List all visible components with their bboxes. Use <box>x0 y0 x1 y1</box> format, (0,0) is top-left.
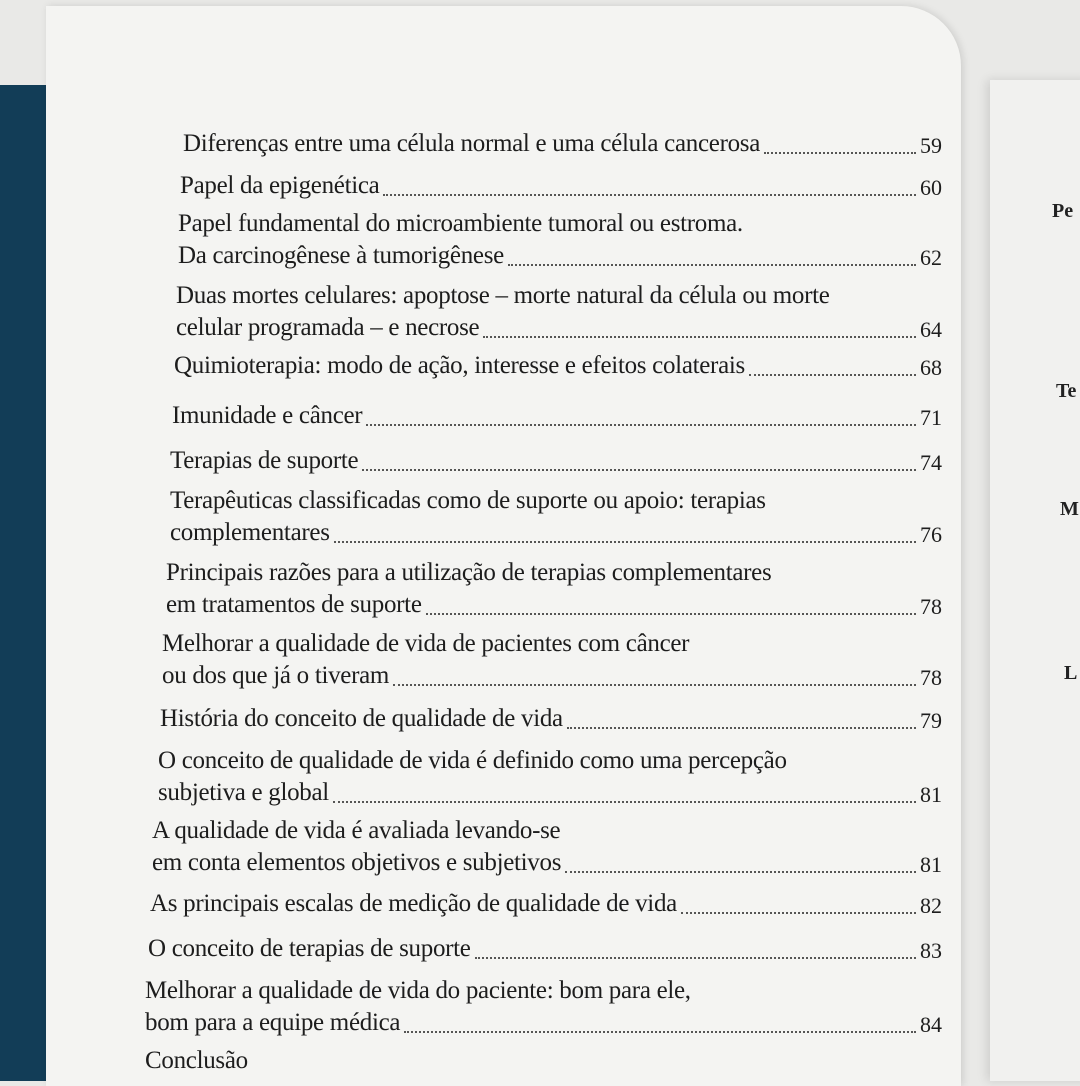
toc-entry <box>170 485 766 549</box>
toc-entry <box>148 933 471 965</box>
toc-page-number: 68 <box>920 355 942 380</box>
toc-entry <box>145 1045 248 1077</box>
toc-page-number: 62 <box>920 245 942 270</box>
dot-leader <box>508 264 916 266</box>
toc-entry-title-line: ou dos que já o tiveram <box>162 662 390 689</box>
dot-leader <box>383 194 916 196</box>
toc-entry-title-line: Quimioterapia: modo de ação, interesse e efeitos colaterais <box>174 352 745 379</box>
toc-page-number: 74 <box>920 450 942 475</box>
facing-page <box>990 80 1080 1081</box>
toc-page-number: 82 <box>920 893 942 918</box>
toc-page-number: 76 <box>920 522 942 547</box>
toc-entry <box>178 208 743 272</box>
toc-entry <box>166 557 771 621</box>
toc-page-number: 83 <box>920 938 942 963</box>
toc-entry-title-line: Terapias de suporte <box>170 447 359 474</box>
dot-leader <box>483 336 916 338</box>
toc-page-number: 60 <box>920 175 942 200</box>
toc-entry-title-line: Duas mortes celulares: apoptose – morte natural da célula ou morte <box>176 282 830 309</box>
toc-entry <box>170 445 358 477</box>
toc-page-number: 71 <box>920 405 942 430</box>
toc-entry <box>150 888 677 920</box>
toc-page-number: 84 <box>920 1012 942 1037</box>
toc-entry <box>172 400 362 432</box>
toc-entry-title-line: Papel da epigenética <box>180 172 380 199</box>
toc-entry-title-line: O conceito de qualidade de vida é definido como uma percepção <box>158 747 787 774</box>
toc-entry-title-line: celular programada – e necrose <box>176 314 480 341</box>
toc-page-number: 78 <box>920 594 942 619</box>
toc-entry-title-line: História do conceito de qualidade de vida <box>160 705 563 732</box>
dot-leader <box>334 541 916 543</box>
toc-entry-title-line: O conceito de terapias de suporte <box>148 935 471 962</box>
dot-leader <box>393 684 916 686</box>
toc-entry-title-line: Diferenças entre uma célula normal e uma célula cancerosa <box>183 130 761 157</box>
toc-entry <box>152 815 561 879</box>
facing-page-fragment: Pe <box>1052 200 1074 222</box>
dot-leader <box>764 152 916 154</box>
toc-entry-title-line: em tratamentos de suporte <box>166 591 422 618</box>
toc-entry <box>180 170 379 202</box>
dot-leader <box>749 374 916 376</box>
facing-page-fragment: Te <box>1056 380 1077 402</box>
toc-entry <box>162 628 689 692</box>
toc-entry-title-line: A qualidade de vida é avaliada levando-se <box>152 817 561 844</box>
toc-entry-title-line: Melhorar a qualidade de vida de pacientes com câncer <box>162 630 690 657</box>
toc-entry-title-line: em conta elementos objetivos e subjetivos <box>152 849 562 876</box>
toc-entry-title-line: Papel fundamental do microambiente tumoral ou estroma. <box>178 210 743 237</box>
dot-leader <box>333 801 916 803</box>
toc-entry-title-line: Conclusão <box>145 1047 248 1074</box>
toc-entry-title-line: As principais escalas de medição de qualidade de vida <box>150 890 677 917</box>
toc-entry <box>158 745 787 809</box>
dot-leader <box>565 871 916 873</box>
dot-leader <box>404 1031 916 1033</box>
dot-leader <box>362 469 916 471</box>
toc-entry-title-line: Terapêuticas classificadas como de suporte ou apoio: terapias <box>170 487 766 514</box>
toc-entry-title-line: Imunidade e câncer <box>172 402 363 429</box>
toc-entry-title-line: complementares <box>170 519 330 546</box>
toc-entry-title-line: subjetiva e global <box>158 779 329 806</box>
toc-page-number: 79 <box>920 708 942 733</box>
toc-page-number: 78 <box>920 665 942 690</box>
dot-leader <box>366 424 916 426</box>
toc-entry-title-line: bom para a equipe médica <box>145 1009 401 1036</box>
toc-entry <box>176 280 830 344</box>
facing-page-fragment: M <box>1060 498 1079 520</box>
facing-page-fragment: L <box>1064 662 1078 684</box>
toc-entry-title-line: Principais razões para a utilização de terapias complementares <box>166 559 772 586</box>
dot-leader <box>567 727 916 729</box>
toc-page-number: 64 <box>920 317 942 342</box>
toc-entry <box>174 350 745 382</box>
dot-leader <box>475 957 916 959</box>
toc-page-number: 81 <box>920 852 942 877</box>
toc-entry-title-line: Da carcinogênese à tumorigênese <box>178 242 504 269</box>
dot-leader <box>681 912 916 914</box>
toc-entry-title-line: Melhorar a qualidade de vida do paciente: bom para ele, <box>145 977 691 1004</box>
toc-entry <box>145 975 691 1039</box>
dot-leader <box>426 613 916 615</box>
toc-page-number: 81 <box>920 782 942 807</box>
toc-entry <box>183 128 760 160</box>
toc-entry <box>160 703 563 735</box>
toc-page-number: 59 <box>920 133 942 158</box>
